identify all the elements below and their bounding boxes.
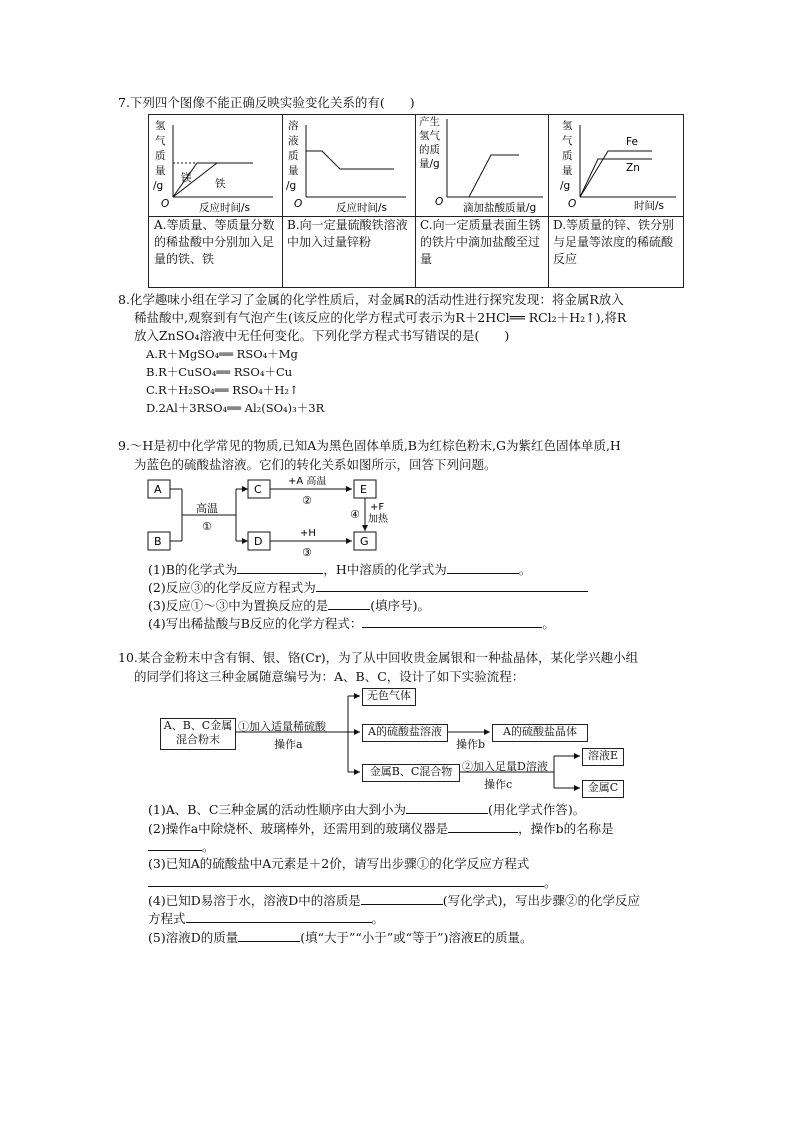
svg-text:质: 质 — [288, 150, 299, 162]
svg-text:/g: /g — [560, 180, 571, 192]
q10-sub2: (2)操作a中除烧杯、玻璃棒外，还需用到的玻璃仪器是 ，操作b的名称是 — [148, 821, 614, 836]
q9-sub4: (4)写出稀盐酸与B反应的化学方程式： 。 — [148, 616, 555, 631]
q9-transformation-diagram — [140, 476, 400, 558]
svg-text:①: ① — [202, 520, 212, 533]
svg-text:量/g: 量/g — [419, 158, 440, 170]
q8-line3: 放入ZnSO₄溶液中无任何变化。下列化学方程式书写错误的是( ) — [134, 328, 510, 343]
q10-sub3: (3)已知A的硫酸盐中A元素是＋2价，请写出步骤①的化学反应方程式 — [148, 856, 530, 871]
svg-text:氢气: 氢气 — [419, 130, 440, 142]
q9-sub4-blank[interactable] — [362, 614, 542, 628]
svg-text:高温: 高温 — [196, 502, 218, 515]
box-d: D — [254, 535, 263, 548]
q10-sub2-blank2[interactable] — [148, 837, 202, 851]
box-b: B — [154, 535, 162, 548]
q10-sub4-cont: 方程式 。 — [148, 911, 385, 926]
graph-d — [548, 115, 681, 215]
graph-b — [282, 115, 414, 215]
q10-sub1: (1)A、B、C三种金属的活动性顺序由大到小为 (用化学式作答)。 — [148, 802, 586, 817]
flow-solution-e: 溶液E — [582, 748, 624, 766]
q10-line1: 10.某合金粉末中含有铜、银、铬(Cr)，为了从中回收贵金属银和一种盐晶体，某化学兴趣小组 — [118, 650, 639, 665]
svg-text:质: 质 — [155, 150, 166, 162]
svg-text:反应时间/s: 反应时间/s — [336, 202, 388, 214]
q7-stem: 7.下列四个图像不能正确反映实验变化关系的有( ) — [118, 95, 415, 110]
svg-text:量: 量 — [155, 165, 166, 177]
svg-text:/g: /g — [286, 180, 297, 192]
svg-text:③: ③ — [302, 546, 312, 558]
svg-text:+A 高温: +A 高温 — [288, 476, 327, 487]
svg-text:加热: 加热 — [368, 514, 388, 525]
q8-option-b: B.R＋CuSO₄══ RSO₄＋Cu — [146, 365, 293, 379]
svg-text:铁: 铁 — [215, 178, 226, 190]
svg-text:④: ④ — [350, 508, 360, 521]
q10-sub2-cont: 。 — [148, 837, 215, 856]
q9-line1: 9.～H是初中化学常见的物质,已知A为黑色固体单质,B为红棕色粉末,G为紫红色固体单质,H — [118, 438, 621, 453]
svg-text:O: O — [435, 196, 444, 208]
q9-sub2: (2)反应③的化学反应方程式为 — [148, 578, 588, 597]
svg-text:气: 气 — [562, 135, 573, 147]
svg-text:O: O — [161, 198, 170, 210]
q9-sub1: (1)B的化学式为 ，H中溶质的化学式为 。 — [148, 562, 532, 577]
q10-sub3-cont: 。 — [148, 873, 557, 892]
q10-sub4: (4)已知D易溶于水，溶液D中的溶质是 (写化学式)，写出步骤②的化学反应 — [148, 893, 641, 908]
svg-text:氢: 氢 — [562, 120, 573, 132]
svg-text:气: 气 — [155, 135, 166, 147]
graph-c — [415, 115, 547, 215]
q9-sub1-blank2[interactable] — [447, 560, 519, 574]
q8-option-c: C.R＋H₂SO₄══ RSO₄＋H₂↑ — [146, 383, 299, 397]
svg-text:+F: +F — [370, 502, 385, 513]
box-g: G — [360, 535, 369, 548]
flow-op-a: 操作a — [274, 738, 303, 751]
svg-text:产生: 产生 — [419, 116, 440, 128]
q10-sub4-blank1[interactable] — [361, 891, 443, 905]
svg-text:量: 量 — [288, 165, 299, 177]
q10-sub4-blank2[interactable] — [186, 909, 372, 923]
graph-d-caption: D.等质量的锌、铁分别与足量等浓度的稀硫酸反应 — [553, 218, 675, 266]
svg-text:O: O — [568, 198, 577, 210]
q10-flowchart — [150, 684, 630, 800]
q10-sub3-blank[interactable] — [148, 873, 544, 887]
q9-sub3-blank[interactable] — [328, 596, 370, 610]
svg-text:Zn: Zn — [626, 162, 640, 174]
q8-line1: 8.化学趣味小组在学习了金属的化学性质后，对金属R的活动性进行探究发现：将金属R放入 — [118, 292, 624, 307]
graph-c-caption: C.向一定质量表面生锈的铁片中滴加盐酸至过量 — [420, 218, 541, 266]
q9-sub1-blank1[interactable] — [237, 560, 323, 574]
flow-crystal-a: A的硫酸盐晶体 — [492, 724, 588, 742]
q9-line2: 为蓝色的硫酸盐溶液。它们的转化关系如图所示，回答下列问题。 — [134, 457, 497, 472]
graph-a-caption: A.等质量、等质量分数的稀盐酸中分别加入足量的铁、铁 — [154, 218, 275, 266]
box-a: A — [154, 483, 162, 496]
flow-metal-bc: 金属B、C混合物 — [362, 764, 460, 782]
q10-sub5: (5)溶液D的质量 (填“大于”“小于”或“等于”)溶液E的质量。 — [148, 930, 533, 945]
q8-option-d: D.2Al＋3RSO₄══ Al₂(SO₄)₃＋3R — [146, 401, 325, 415]
svg-text:质: 质 — [562, 150, 573, 162]
flow-metal-c: 金属C — [582, 780, 624, 798]
flow-step1: ①加入适量稀硫酸 — [238, 720, 326, 733]
svg-text:溶: 溶 — [288, 120, 299, 132]
q10-sub5-blank[interactable] — [238, 928, 300, 942]
flow-op-c: 操作c — [484, 778, 513, 791]
svg-text:液: 液 — [288, 135, 299, 147]
q10-sub1-blank[interactable] — [406, 800, 488, 814]
svg-text:的质: 的质 — [419, 144, 440, 156]
q9-sub3: (3)反应①～③中为置换反应的是 (填序号)。 — [148, 598, 430, 613]
svg-text:②: ② — [302, 494, 312, 507]
svg-text:时间/s: 时间/s — [634, 200, 665, 212]
q9-sub2-blank[interactable] — [316, 578, 588, 592]
svg-text:滴加盐酸质量/g: 滴加盐酸质量/g — [463, 202, 537, 214]
q8-line2: 稀盐酸中,观察到有气泡产生(该反应的化学方程式可表示为R＋2HCl══ RCl₂＋H₂↑),将R — [134, 310, 627, 325]
graph-b-caption: B.向一定量硫酸铁溶液中加入过量锌粉 — [287, 218, 408, 249]
svg-text:反应时间/s: 反应时间/s — [199, 202, 251, 214]
flow-step2: ②加入足量D溶液 — [462, 760, 548, 773]
flow-start: A、B、C金属混合粉末 — [160, 718, 236, 750]
svg-text:量: 量 — [562, 165, 573, 177]
box-e: E — [360, 483, 367, 496]
q10-sub2-blank1[interactable] — [448, 819, 518, 833]
graph-a — [149, 115, 281, 215]
svg-text:/g: /g — [153, 180, 164, 192]
svg-text:O: O — [294, 198, 303, 210]
flow-op-b: 操作b — [456, 738, 486, 751]
svg-text:镁: 镁 — [181, 172, 192, 184]
box-c: C — [254, 483, 262, 496]
svg-text:Fe: Fe — [626, 136, 638, 148]
flow-solution-a: A的硫酸盐溶液 — [362, 724, 448, 742]
q10-line2: 的同学们将这三种金属随意编号为：A、B、C，设计了如下实验流程： — [134, 669, 525, 684]
svg-text:氢: 氢 — [155, 120, 166, 132]
flow-gas: 无色气体 — [362, 688, 416, 706]
q8-option-a: A.R＋MgSO₄══ RSO₄＋Mg — [146, 347, 298, 361]
svg-text:+H: +H — [300, 528, 316, 539]
